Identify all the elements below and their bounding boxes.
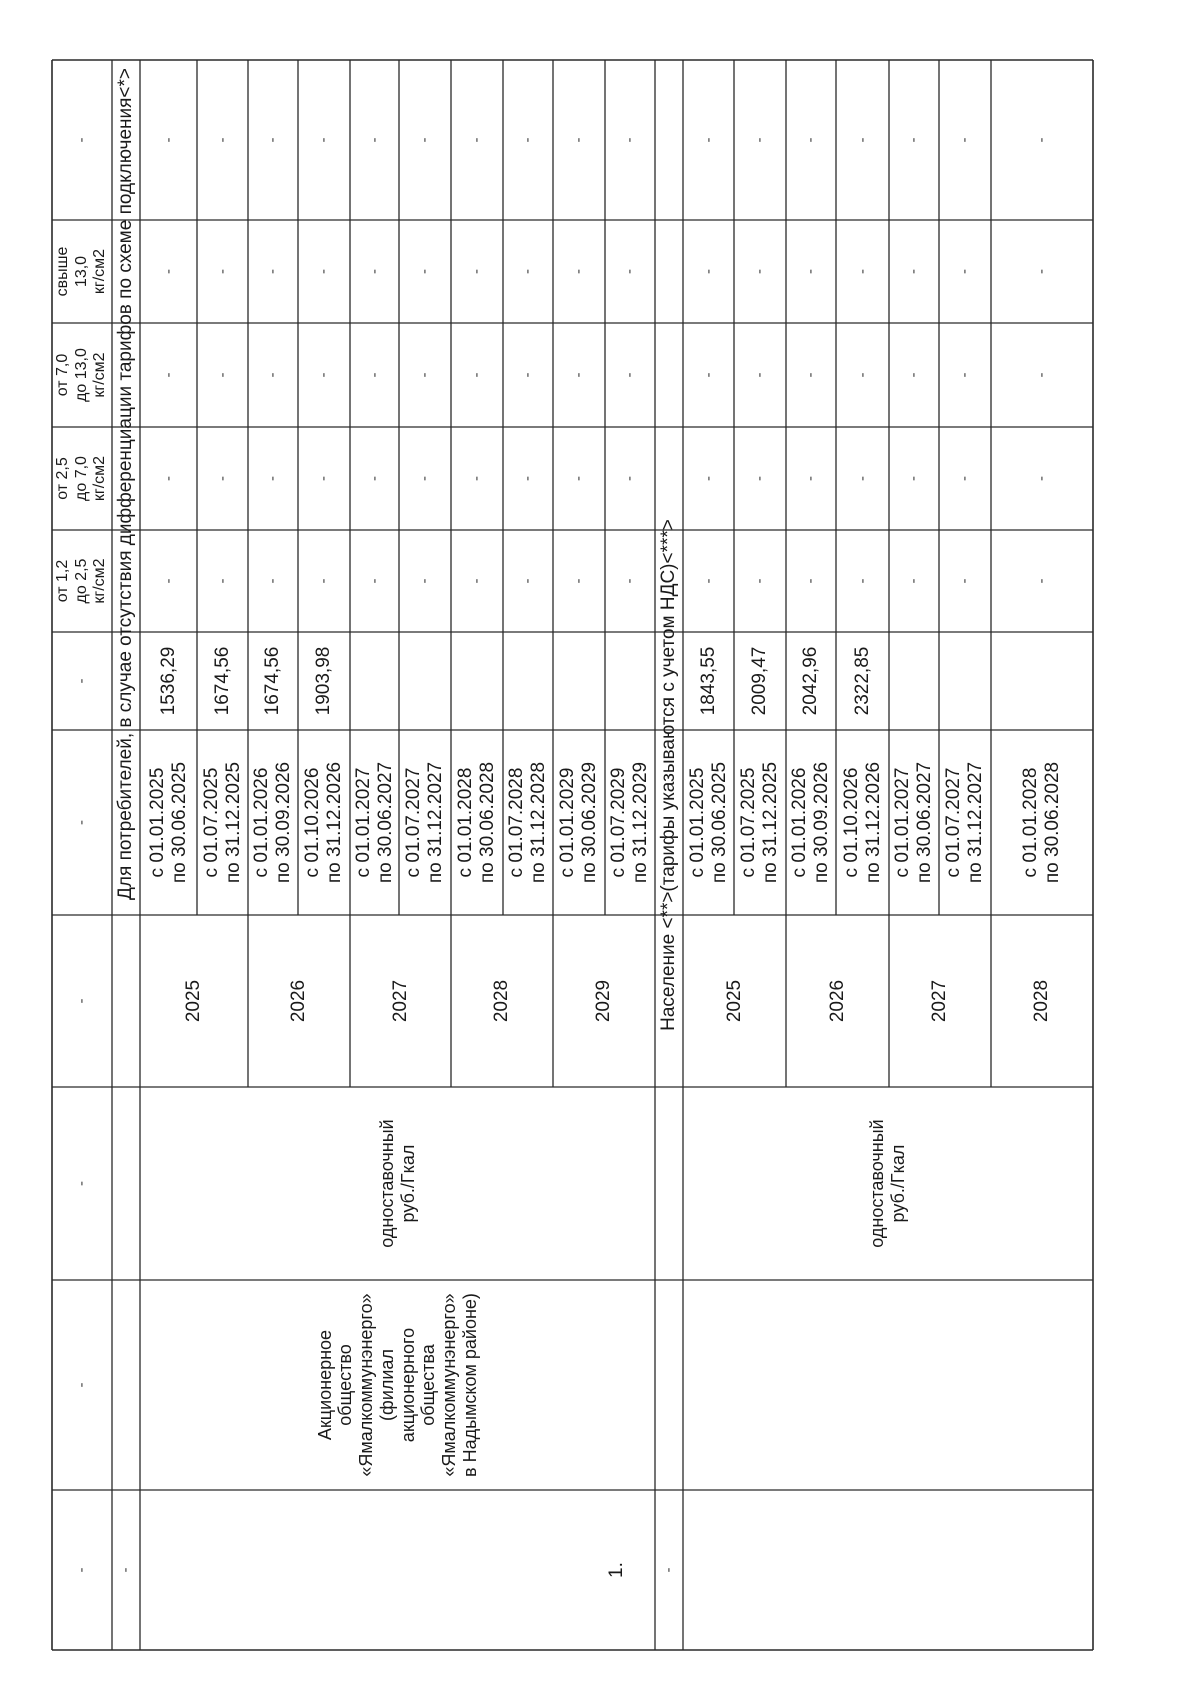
s1-period-8-text: с 01.01.2029 по 30.06.2029 — [557, 761, 600, 884]
s2-dash-0-3 — [683, 220, 734, 323]
s2-year-2026 — [786, 915, 889, 1087]
s2-dash-6-2-text: - — [1033, 372, 1051, 378]
s1-dash-8-2-text: - — [570, 372, 588, 378]
tariff-type-s1 — [140, 1087, 655, 1280]
s1-dash-7-0-text: - — [519, 578, 537, 584]
s1-dash-7-4 — [503, 60, 553, 220]
s1-value-0 — [140, 632, 197, 730]
s2-dash-2-0 — [786, 530, 836, 632]
s2-dash-2-1-text: - — [802, 476, 820, 481]
s1-dash-2-1 — [248, 427, 298, 530]
s1-dash-5-4 — [399, 60, 451, 220]
s1-period-5 — [399, 730, 451, 915]
s2-period-5-text: с 01.07.2027 по 31.12.2027 — [943, 761, 986, 884]
section2-title-text: Население <**>(тарифы указываются с учетом НДС)<***> — [658, 519, 680, 1031]
header-col-pressure-2-text: от 2,5 до 7,0 кг/см2 — [54, 455, 109, 502]
s2-dash-5-4-text: - — [956, 137, 974, 143]
s1-dash-8-0 — [553, 530, 605, 632]
s2-value-6 — [991, 632, 1093, 730]
s2-dash-3-3-text: - — [853, 269, 871, 274]
s2-dash-5-4 — [939, 60, 991, 220]
s1-dash-2-4-text: - — [264, 137, 282, 143]
s1-value-3 — [298, 632, 350, 730]
s1-dash-5-2 — [399, 323, 451, 427]
s2-dash-1-4-text: - — [751, 137, 769, 143]
s1-dash-3-3-text: - — [315, 269, 333, 274]
s1-dash-6-1 — [451, 427, 503, 530]
s2-dash-5-3-text: - — [956, 269, 974, 274]
section2-title — [655, 60, 683, 1490]
s2-period-6-text: с 01.01.2028 по 30.06.2028 — [1020, 761, 1063, 884]
header-col-pressure-1-text: от 1,2 до 2,5 кг/см2 — [54, 558, 109, 604]
s2-dash-4-2 — [889, 323, 939, 427]
s2-value-4 — [889, 632, 939, 730]
s1-dash-3-2 — [298, 323, 350, 427]
section1-title-text: Для потребителей, в случае отсутствия дифференциации тарифов по схеме подключения<*> — [115, 68, 137, 900]
s1-period-4-text: с 01.01.2027 по 30.06.2027 — [352, 761, 396, 884]
s1-dash-5-3-text: - — [416, 269, 434, 274]
s1-period-9-text: с 01.07.2029 по 31.12.2029 — [608, 761, 651, 884]
s2-value-2-text: 2042,96 — [800, 646, 822, 716]
s1-value-8 — [553, 632, 605, 730]
s1-dash-7-2 — [503, 323, 553, 427]
s2-year-2027 — [889, 915, 991, 1087]
s2-year-2028-text: 2028 — [1031, 979, 1053, 1023]
s1-dash-0-1 — [140, 427, 197, 530]
s2-dash-4-4-text: - — [905, 137, 923, 143]
s1-year-2026-text: 2026 — [288, 979, 310, 1023]
s1-dash-9-4-text: - — [621, 137, 639, 143]
s1-period-3-text: с 01.10.2026 по 31.12.2026 — [302, 761, 345, 884]
s1-dash-9-0 — [605, 530, 655, 632]
s1-dash-4-1-text: - — [365, 476, 383, 481]
s1-dash-6-1-text: - — [468, 476, 486, 481]
s2-dash-3-2-text: - — [853, 372, 871, 378]
s1-dash-0-0 — [140, 530, 197, 632]
header-col-organization — [52, 1280, 112, 1490]
s1-dash-8-0-text: - — [570, 578, 588, 584]
s2-value-0-text: 1843,55 — [697, 646, 719, 716]
header-col-last — [52, 60, 112, 220]
row-number-text: 1. — [605, 1562, 627, 1578]
s1-dash-0-4 — [140, 60, 197, 220]
s2-dash-0-4-text: - — [699, 137, 717, 143]
s1-value-7 — [503, 632, 553, 730]
s2-dash-1-3-text: - — [751, 269, 769, 274]
s1-dash-4-2 — [350, 323, 399, 427]
s1-value-0-text: 1536,29 — [157, 646, 179, 716]
s1-dash-4-4 — [350, 60, 399, 220]
s2-dash-1-0 — [734, 530, 786, 632]
s1-period-3 — [298, 730, 350, 915]
header-col-year-text: - — [73, 998, 91, 1004]
s1-dash-4-1 — [350, 427, 399, 530]
s2-period-4 — [889, 730, 939, 915]
s1-dash-1-3-text: - — [213, 269, 231, 274]
s2-dash-2-3 — [786, 220, 836, 323]
s1-dash-0-3-text: - — [159, 269, 177, 274]
s2-dash-2-2-text: - — [802, 372, 820, 378]
s1-dash-7-3-text: - — [519, 269, 537, 274]
section1-title — [112, 60, 140, 1490]
s1-year-2025 — [140, 915, 248, 1087]
s2-dash-0-0-text: - — [699, 578, 717, 584]
s1-dash-2-3-text: - — [264, 269, 282, 274]
s2-value-3-text: 2322,85 — [851, 646, 873, 716]
header-col-last-text: - — [73, 137, 91, 143]
s2-dash-6-4-text: - — [1033, 137, 1051, 143]
s1-dash-2-1-text: - — [264, 476, 282, 481]
s2-period-6 — [991, 730, 1093, 915]
header-col-period-text: - — [73, 820, 91, 825]
s2-dash-3-1-text: - — [853, 476, 871, 481]
s1-dash-3-1-text: - — [315, 476, 333, 481]
s1-dash-4-3-text: - — [365, 269, 383, 274]
s1-dash-7-2-text: - — [519, 372, 537, 378]
s1-dash-1-2 — [197, 323, 248, 427]
s1-dash-8-3 — [553, 220, 605, 323]
s2-period-3 — [836, 730, 889, 915]
s1-dash-4-0-text: - — [365, 578, 383, 584]
s1-period-7-text: с 01.07.2028 по 31.12.2028 — [506, 761, 549, 884]
s1-dash-5-1-text: - — [416, 476, 434, 481]
s1-dash-0-3 — [140, 220, 197, 323]
s2-value-0 — [683, 632, 734, 730]
s2-dash-4-3-text: - — [905, 269, 923, 274]
s1-dash-8-3-text: - — [570, 269, 588, 274]
s2-dash-4-3 — [889, 220, 939, 323]
s2-dash-3-0-text: - — [853, 578, 871, 584]
s2-dash-3-4 — [836, 60, 889, 220]
s1-dash-3-4 — [298, 60, 350, 220]
s2-dash-6-3 — [991, 220, 1093, 323]
s1-dash-9-1 — [605, 427, 655, 530]
s2-dash-4-1 — [889, 427, 939, 530]
s2-dash-3-4-text: - — [853, 137, 871, 143]
tariff-type-s1-text: одноставочный руб./Гкал — [376, 1119, 418, 1248]
s1-dash-0-0-text: - — [159, 578, 177, 584]
s1-dash-2-3 — [248, 220, 298, 323]
s1-dash-3-3 — [298, 220, 350, 323]
section2-marker-text: - — [660, 1567, 678, 1573]
s1-dash-9-4 — [605, 60, 655, 220]
s1-year-2025-text: 2025 — [183, 979, 205, 1023]
s1-value-2 — [248, 632, 298, 730]
s2-dash-0-1 — [683, 427, 734, 530]
header-col-pressure-2 — [52, 427, 112, 530]
organization-name-text: Акционерное общество «Ямалкоммунэнерго» (филиал акционерного общества «Ямалкоммунэнерго» в Надымском районе) — [314, 1293, 480, 1477]
s2-period-4-text: с 01.01.2027 по 30.06.2027 — [892, 761, 935, 884]
s1-dash-0-4-text: - — [159, 137, 177, 143]
s1-dash-2-0 — [248, 530, 298, 632]
s2-year-2026-text: 2026 — [826, 979, 848, 1023]
s2-dash-4-0-text: - — [905, 578, 923, 584]
s2-dash-6-3-text: - — [1033, 269, 1051, 274]
s2-dash-6-0 — [991, 530, 1093, 632]
s1-dash-7-1 — [503, 427, 553, 530]
s1-value-2-text: 1674,56 — [262, 646, 284, 716]
s1-value-6 — [451, 632, 503, 730]
s1-period-7 — [503, 730, 553, 915]
s2-dash-4-0 — [889, 530, 939, 632]
s2-dash-3-2 — [836, 323, 889, 427]
s1-dash-4-2-text: - — [365, 372, 383, 378]
s1-value-9 — [605, 632, 655, 730]
s1-dash-0-1-text: - — [159, 476, 177, 481]
s2-period-0-text: с 01.01.2025 по 30.06.2025 — [686, 761, 730, 884]
header-col-number — [52, 1490, 112, 1650]
header-col-pressure-1 — [52, 530, 112, 632]
tariff-type-s2-text: одноставочный руб./Гкал — [867, 1119, 908, 1248]
s2-dash-6-4 — [991, 60, 1093, 220]
s2-dash-0-3-text: - — [699, 269, 717, 274]
s1-dash-6-2-text: - — [468, 372, 486, 378]
organization-name — [140, 1280, 655, 1490]
s2-dash-5-1 — [939, 427, 991, 530]
s2-dash-0-2-text: - — [699, 372, 717, 378]
s1-dash-2-0-text: - — [264, 578, 282, 584]
row-number — [140, 1490, 1093, 1650]
s1-dash-5-0 — [399, 530, 451, 632]
s1-dash-0-2-text: - — [159, 372, 177, 378]
s1-year-2028 — [451, 915, 553, 1087]
s1-dash-7-4-text: - — [519, 137, 537, 143]
s2-period-5 — [939, 730, 991, 915]
s2-dash-1-1-text: - — [751, 476, 769, 481]
s2-year-2025-text: 2025 — [723, 979, 745, 1023]
s1-dash-4-0 — [350, 530, 399, 632]
s2-dash-4-2-text: - — [905, 372, 923, 378]
header-col-pressure-3-text: от 7,0 до 13,0 кг/см2 — [54, 348, 109, 402]
s1-dash-7-0 — [503, 530, 553, 632]
s1-year-2026 — [248, 915, 350, 1087]
s2-dash-2-4 — [786, 60, 836, 220]
s1-dash-5-3 — [399, 220, 451, 323]
s1-dash-1-1 — [197, 427, 248, 530]
s1-dash-8-1-text: - — [570, 476, 588, 481]
s1-dash-1-2-text: - — [213, 372, 231, 378]
s2-dash-5-3 — [939, 220, 991, 323]
s1-dash-6-2 — [451, 323, 503, 427]
s1-dash-9-3-text: - — [621, 269, 639, 274]
s1-dash-6-4-text: - — [468, 137, 486, 143]
s2-dash-5-2-text: - — [956, 372, 974, 378]
s1-dash-7-3 — [503, 220, 553, 323]
s1-dash-3-1 — [298, 427, 350, 530]
s2-value-1-text: 2009,47 — [749, 646, 771, 716]
s1-dash-5-1 — [399, 427, 451, 530]
s1-year-2029-text: 2029 — [593, 979, 615, 1023]
s2-dash-0-2 — [683, 323, 734, 427]
s1-period-8 — [553, 730, 605, 915]
s1-dash-5-4-text: - — [416, 137, 434, 143]
s1-dash-6-4 — [451, 60, 503, 220]
s2-dash-6-2 — [991, 323, 1093, 427]
header-col-pressure-4-text: свыше 13,0 кг/см2 — [54, 246, 109, 297]
header-col-pressure-3 — [52, 323, 112, 427]
tariff-type-s2 — [683, 1087, 1093, 1280]
s1-dash-2-2-text: - — [264, 372, 282, 378]
s2-dash-2-3-text: - — [802, 269, 820, 274]
s1-dash-9-1-text: - — [621, 476, 639, 481]
section1-marker-text: - — [117, 1567, 135, 1573]
s1-dash-1-4 — [197, 60, 248, 220]
s1-dash-8-4-text: - — [570, 137, 588, 143]
s1-dash-8-4 — [553, 60, 605, 220]
s1-dash-3-0-text: - — [315, 578, 333, 584]
s2-dash-5-0 — [939, 530, 991, 632]
s2-dash-2-1 — [786, 427, 836, 530]
s1-dash-8-2 — [553, 323, 605, 427]
s1-year-2028-text: 2028 — [491, 979, 513, 1023]
s1-period-4 — [350, 730, 399, 915]
s2-dash-2-0-text: - — [802, 578, 820, 584]
s1-year-2027 — [350, 915, 451, 1087]
s2-dash-6-1-text: - — [1033, 476, 1051, 481]
s1-dash-2-4 — [248, 60, 298, 220]
s2-dash-1-3 — [734, 220, 786, 323]
s2-period-3-text: с 01.10.2026 по 31.12.2026 — [840, 761, 884, 884]
s2-dash-1-2-text: - — [751, 372, 769, 378]
s1-dash-8-1 — [553, 427, 605, 530]
s1-dash-6-3 — [451, 220, 503, 323]
s2-dash-6-0-text: - — [1033, 578, 1051, 584]
s2-period-1-text: с 01.07.2025 по 31.12.2025 — [738, 761, 781, 884]
s1-dash-6-0 — [451, 530, 503, 632]
s2-period-2 — [786, 730, 836, 915]
header-col-pressure-4 — [52, 220, 112, 323]
header-col-organization-text: - — [73, 1382, 91, 1388]
s1-dash-3-4-text: - — [315, 137, 333, 143]
s1-dash-9-2 — [605, 323, 655, 427]
s1-period-0 — [140, 730, 197, 915]
s1-period-1 — [197, 730, 248, 915]
s2-dash-0-0 — [683, 530, 734, 632]
s2-year-2027-text: 2027 — [929, 979, 951, 1023]
s1-dash-1-0-text: - — [213, 578, 231, 584]
s1-dash-5-2-text: - — [416, 372, 434, 378]
s2-dash-3-0 — [836, 530, 889, 632]
s1-dash-9-2-text: - — [621, 372, 639, 378]
s1-period-0-text: с 01.01.2025 по 30.06.2025 — [146, 761, 190, 884]
s1-value-5 — [399, 632, 451, 730]
s2-year-2028 — [991, 915, 1093, 1087]
s1-period-5-text: с 01.07.2027 по 31.12.2027 — [403, 761, 446, 884]
s2-period-0 — [683, 730, 734, 915]
s2-dash-4-1-text: - — [905, 476, 923, 481]
s1-dash-3-2-text: - — [315, 372, 333, 378]
s1-dash-5-0-text: - — [416, 578, 434, 584]
s1-period-2-text: с 01.01.2026 по 30.09.2026 — [251, 761, 294, 884]
s1-value-1-text: 1674,56 — [211, 646, 233, 716]
s2-dash-4-4 — [889, 60, 939, 220]
s2-dash-3-1 — [836, 427, 889, 530]
s2-dash-2-4-text: - — [802, 137, 820, 143]
s1-year-2029 — [553, 915, 655, 1087]
s1-dash-4-4-text: - — [365, 137, 383, 143]
s2-dash-1-4 — [734, 60, 786, 220]
s2-dash-1-2 — [734, 323, 786, 427]
s2-dash-2-2 — [786, 323, 836, 427]
s1-dash-2-2 — [248, 323, 298, 427]
s1-dash-1-3 — [197, 220, 248, 323]
s1-period-6 — [451, 730, 503, 915]
s1-dash-7-1-text: - — [519, 476, 537, 481]
s1-dash-1-4-text: - — [213, 137, 231, 143]
header-col-number-text: - — [73, 1567, 91, 1573]
section1-marker — [112, 1490, 140, 1650]
s1-period-1-text: с 01.07.2025 по 31.12.2025 — [200, 761, 244, 884]
s1-period-6-text: с 01.01.2028 по 30.06.2028 — [455, 761, 498, 884]
s2-period-1 — [734, 730, 786, 915]
s2-dash-5-0-text: - — [956, 578, 974, 584]
s2-value-1 — [734, 632, 786, 730]
s2-dash-0-4 — [683, 60, 734, 220]
s2-dash-3-3 — [836, 220, 889, 323]
s1-dash-9-3 — [605, 220, 655, 323]
s2-dash-5-1-text: - — [956, 476, 974, 481]
s1-value-4 — [350, 632, 399, 730]
s1-dash-3-0 — [298, 530, 350, 632]
s2-year-2025 — [683, 915, 786, 1087]
s1-period-9 — [605, 730, 655, 915]
s2-dash-1-1 — [734, 427, 786, 530]
s1-value-1 — [197, 632, 248, 730]
s2-value-2 — [786, 632, 836, 730]
s1-dash-1-0 — [197, 530, 248, 632]
s2-dash-6-1 — [991, 427, 1093, 530]
s1-dash-9-0-text: - — [621, 578, 639, 584]
header-col-single-rate — [52, 632, 112, 730]
s2-value-3 — [836, 632, 889, 730]
header-col-tariff-type-text: - — [73, 1181, 91, 1186]
s2-dash-0-1-text: - — [699, 476, 717, 481]
s1-value-3-text: 1903,98 — [313, 646, 335, 716]
s1-dash-1-1-text: - — [213, 476, 231, 481]
s1-dash-0-2 — [140, 323, 197, 427]
s2-dash-1-0-text: - — [751, 578, 769, 584]
s1-year-2027-text: 2027 — [389, 979, 411, 1023]
s1-period-2 — [248, 730, 298, 915]
header-col-single-rate-text: - — [73, 678, 91, 684]
header-col-tariff-type — [52, 1087, 112, 1280]
s1-dash-6-0-text: - — [468, 578, 486, 584]
s1-dash-4-3 — [350, 220, 399, 323]
s1-dash-6-3-text: - — [468, 269, 486, 274]
s2-value-5 — [939, 632, 991, 730]
s2-dash-5-2 — [939, 323, 991, 427]
header-col-period — [52, 730, 112, 915]
header-col-year — [52, 915, 112, 1087]
s2-period-2-text: с 01.01.2026 по 30.09.2026 — [789, 761, 832, 884]
